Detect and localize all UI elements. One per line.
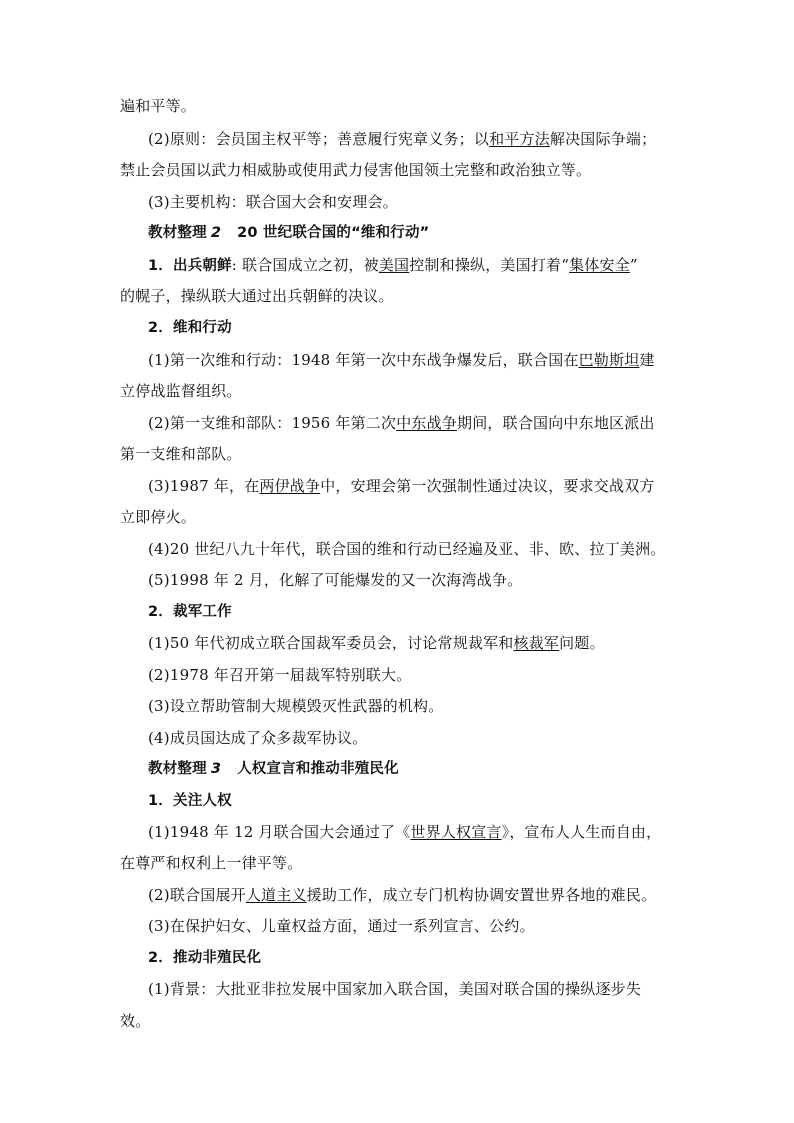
korea-line: 1．出兵朝鲜: 联合国成立之初，被美国控制和操纵，美国打着“集体安全”: [148, 256, 638, 274]
paragraph-line: (2)1978 年召开第一届裁军特别联大。: [148, 666, 412, 684]
paragraph-line: 遍和平等。: [120, 97, 197, 115]
underlined-term: 世界人权宣言: [410, 823, 502, 841]
underlined-term: 集体安全: [569, 256, 630, 274]
subheading: 1．出兵朝鲜: [148, 258, 232, 274]
paragraph-line: 立即停火。: [120, 508, 197, 526]
paragraph-line: 第一支维和部队。: [120, 445, 242, 463]
paragraph-line: (3)设立帮助管制大规模毁灭性武器的机构。: [148, 697, 444, 715]
underlined-term: 巴勒斯坦: [578, 351, 640, 369]
paragraph-line: 禁止会员国以武力相威胁或使用武力侵害他国领土完整和政治独立等。: [120, 161, 592, 179]
underlined-term: 和平方法: [489, 130, 550, 148]
subheading: 1．关注人权: [148, 793, 232, 809]
underlined-term: 人道主义: [245, 886, 307, 904]
paragraph-line: (3)在保护妇女、儿童权益方面，通过一系列宣言、公约。: [148, 917, 535, 935]
paragraph-line: 效。: [120, 1012, 151, 1030]
section-heading-2: 教材整理 2 20 世纪联合国的“维和行动”: [148, 225, 430, 241]
subheading: 2．裁军工作: [148, 604, 232, 620]
organs-line: (3)主要机构：联合国大会和安理会。: [148, 193, 398, 211]
paragraph-line: (1)第一次维和行动：1948 年第一次中东战争爆发后，联合国在巴勒斯坦建: [148, 351, 655, 369]
paragraph-line: (4)成员国达成了众多裁军协议。: [148, 729, 368, 747]
subheading: 2．维和行动: [148, 320, 232, 336]
paragraph-line: (1)1948 年 12 月联合国大会通过了《世界人权宣言》，宣布人人生而自由，: [148, 823, 662, 841]
paragraph-line: (4)20 世纪八九十年代，联合国的维和行动已经遍及亚、非、欧、拉丁美洲。: [148, 540, 666, 558]
underlined-term: 美国: [378, 256, 410, 274]
principle-line: (2)原则：会员国主权平等；善意履行宪章义务；以和平方法解决国际争端；: [148, 130, 657, 148]
paragraph-line: (1)背景：大批亚非拉发展中国家加入联合国，美国对联合国的操纵逐步失: [148, 980, 642, 998]
paragraph-line: (2)第一支维和部队：1956 年第二次中东战争期间，联合国向中东地区派出: [148, 414, 655, 432]
underlined-term: 中东战争: [396, 414, 458, 432]
subheading: 2．推动非殖民化: [148, 950, 262, 966]
underlined-term: 两伊战争: [259, 477, 321, 495]
paragraph-line: 在尊严和权利上一律平等。: [120, 854, 303, 872]
paragraph-line: (3)1987 年，在两伊战争中，安理会第一次强制性通过决议，要求交战双方: [148, 477, 655, 495]
section-heading-3: 教材整理 3 人权宣言和推动非殖民化: [148, 761, 399, 777]
paragraph-line: 的幌子，操纵联大通过出兵朝鲜的决议。: [120, 287, 394, 305]
underlined-term: 核裁军: [513, 634, 560, 652]
paragraph-line: (1)50 年代初成立联合国裁军委员会，讨论常规裁军和核裁军问题。: [148, 634, 605, 652]
paragraph-line: (5)1998 年 2 月，化解了可能爆发的又一次海湾战争。: [148, 571, 523, 589]
paragraph-line: (2)联合国展开人道主义援助工作，成立专门机构协调安置世界各地的难民。: [148, 886, 657, 904]
paragraph-line: 立停战监督组织。: [120, 382, 242, 400]
